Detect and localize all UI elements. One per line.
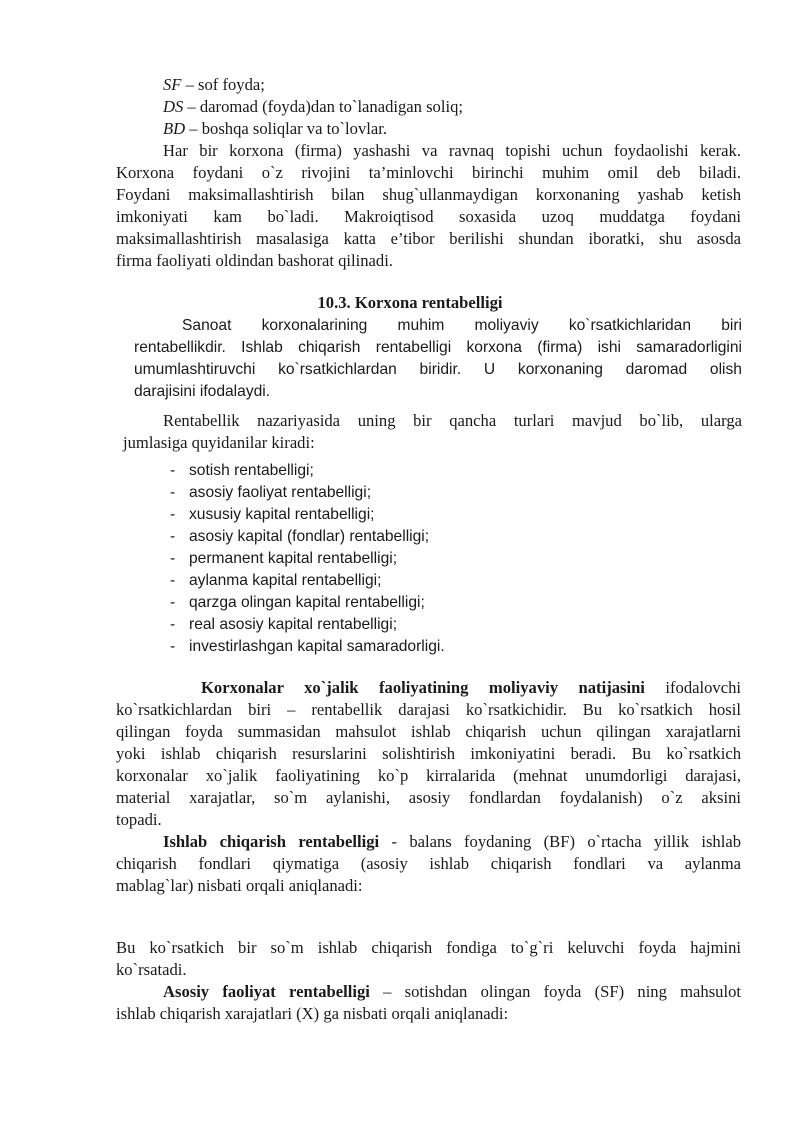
definition-symbol: DS bbox=[163, 97, 184, 116]
text-line: Bu ko`rsatkich bir so`m ishlab chiqarish fondiga to`g`ri keluvchi foyda hajmini bbox=[116, 938, 741, 957]
text-line: jumlasiga quyidanilar kiradi: bbox=[123, 433, 315, 452]
list-item-text: qarzga olingan kapital rentabelligi; bbox=[189, 594, 425, 611]
list-marker: - bbox=[170, 462, 176, 479]
text-line: material xarajatlar, so`m aylanishi, asosiy fondlardan foydalanish) o`z aksini bbox=[116, 788, 741, 807]
text-line: chiqarish fondlari qiymatiga (asosiy ishlab chiqarish fondlari va aylanma bbox=[116, 854, 741, 873]
list-item-text: investirlashgan kapital samaradorligi. bbox=[189, 638, 445, 655]
bold-term: Asosiy faoliyat rentabelligi bbox=[163, 982, 370, 1001]
definition-bd bbox=[163, 118, 387, 140]
text-line bbox=[163, 981, 741, 1003]
list-item-text: sotish rentabelligi; bbox=[189, 462, 314, 479]
definition-text: – daromad (foyda)dan to`lanadigan soliq; bbox=[183, 97, 463, 116]
list-item bbox=[170, 482, 445, 504]
list-item bbox=[170, 460, 445, 482]
list-item-text: asosiy kapital (fondlar) rentabelligi; bbox=[189, 528, 430, 545]
list-item-text: asosiy faoliyat rentabelligi; bbox=[189, 484, 372, 501]
section-heading: 10.3. Korxona rentabelligi bbox=[317, 293, 503, 312]
text-line: ishlab chiqarish xarajatlari (X) ga nisbati orqali aniqlanadi: bbox=[116, 1004, 509, 1023]
text-span: – sotishdan olingan foyda (SF) ning mahsulot bbox=[369, 982, 741, 1001]
definition-sf bbox=[163, 74, 265, 96]
text-line bbox=[201, 677, 741, 699]
list-item-text: xususiy kapital rentabelligi; bbox=[189, 506, 375, 523]
list-item bbox=[170, 504, 445, 526]
text-line: darajisini ifodalaydi. bbox=[134, 383, 271, 400]
text-line: imkoniyati kam bo`ladi. Makroiqtisod soxasida uzoq muddatga foydani bbox=[116, 207, 741, 226]
text-line: korxonalar xo`jalik faoliyatining ko`p kirralarida (mehnat unumdorligi darajasi, bbox=[116, 766, 741, 785]
list-item bbox=[170, 570, 445, 592]
list-item bbox=[170, 526, 445, 548]
list-item bbox=[170, 614, 445, 636]
text-line: maksimallashtirish masalasiga katta e’tibor berilishi shundan iboratki, shu asosda bbox=[116, 229, 741, 248]
text-line: firma faoliyati oldindan bashorat qilinadi. bbox=[116, 251, 393, 270]
list-item bbox=[170, 636, 445, 658]
text-line: Korxona foydani o`z rivojini ta’minlovchi birinchi muhim omil deb biladi. bbox=[116, 163, 741, 182]
text-line bbox=[163, 831, 741, 853]
text-line: ko`rsatadi. bbox=[116, 960, 187, 979]
rentability-types-list bbox=[170, 460, 445, 658]
definition-text: – boshqa soliqlar va to`lovlar. bbox=[185, 119, 387, 138]
text-line: umumlashtiruvchi ko`rsatkichlardan biridir. U korxonaning daromad olish bbox=[134, 361, 742, 378]
list-item-text: real asosiy kapital rentabelligi; bbox=[189, 616, 398, 633]
list-marker: - bbox=[170, 616, 176, 633]
list-marker: - bbox=[170, 594, 176, 611]
list-item-text: permanent kapital rentabelligi; bbox=[189, 550, 398, 567]
list-marker: - bbox=[170, 506, 176, 523]
text-span: ifodalovchi bbox=[644, 678, 741, 697]
text-line: yoki ishlab chiqarish resurslarini solishtirish imkoniyatini beradi. Bu ko`rsatkich bbox=[116, 744, 741, 763]
text-line: Har bir korxona (firma) yashashi va ravnaq topishi uchun foydaolishi kerak. bbox=[163, 141, 741, 160]
text-line: Foydani maksimallashtirish bilan shug`ullanmaydigan korxonaning yashab ketish bbox=[116, 185, 741, 204]
definition-text: – sof foyda; bbox=[181, 75, 265, 94]
list-item-text: aylanma kapital rentabelligi; bbox=[189, 572, 382, 589]
text-line: mablag`lar) nisbati orqali aniqlanadi: bbox=[116, 876, 363, 895]
list-item bbox=[170, 548, 445, 570]
list-marker: - bbox=[170, 528, 176, 545]
text-line: qilingan foyda summasidan mahsulot ishlab chiqarish uchun qilingan xarajatlarni bbox=[116, 722, 741, 741]
list-marker: - bbox=[170, 638, 176, 655]
bold-term: Korxonalar xo`jalik faoliyatining moliyaviy natijasini bbox=[201, 678, 645, 697]
bold-term: Ishlab chiqarish rentabelligi bbox=[163, 832, 380, 851]
text-line: rentabellikdir. Ishlab chiqarish rentabelligi korxona (firma) ishi samaradorligini bbox=[134, 339, 742, 356]
list-marker: - bbox=[170, 484, 176, 501]
text-span: - balans foydaning (BF) o`rtacha yillik ishlab bbox=[379, 832, 741, 851]
definition-symbol: SF bbox=[163, 75, 182, 94]
text-line: ko`rsatkichlardan biri – rentabellik darajasi ko`rsatkichidir. Bu ko`rsatkich hosil bbox=[116, 700, 741, 719]
text-line: Sanoat korxonalarining muhim moliyaviy ko`rsatkichlaridan biri bbox=[182, 317, 742, 334]
list-item bbox=[170, 592, 445, 614]
list-marker: - bbox=[170, 572, 176, 589]
definition-ds bbox=[163, 96, 463, 118]
text-line: Rentabellik nazariyasida uning bir qancha turlari mavjud bo`lib, ularga bbox=[163, 411, 742, 430]
text-line: topadi. bbox=[116, 810, 162, 829]
list-marker: - bbox=[170, 550, 176, 567]
definition-symbol: BD bbox=[163, 119, 186, 138]
